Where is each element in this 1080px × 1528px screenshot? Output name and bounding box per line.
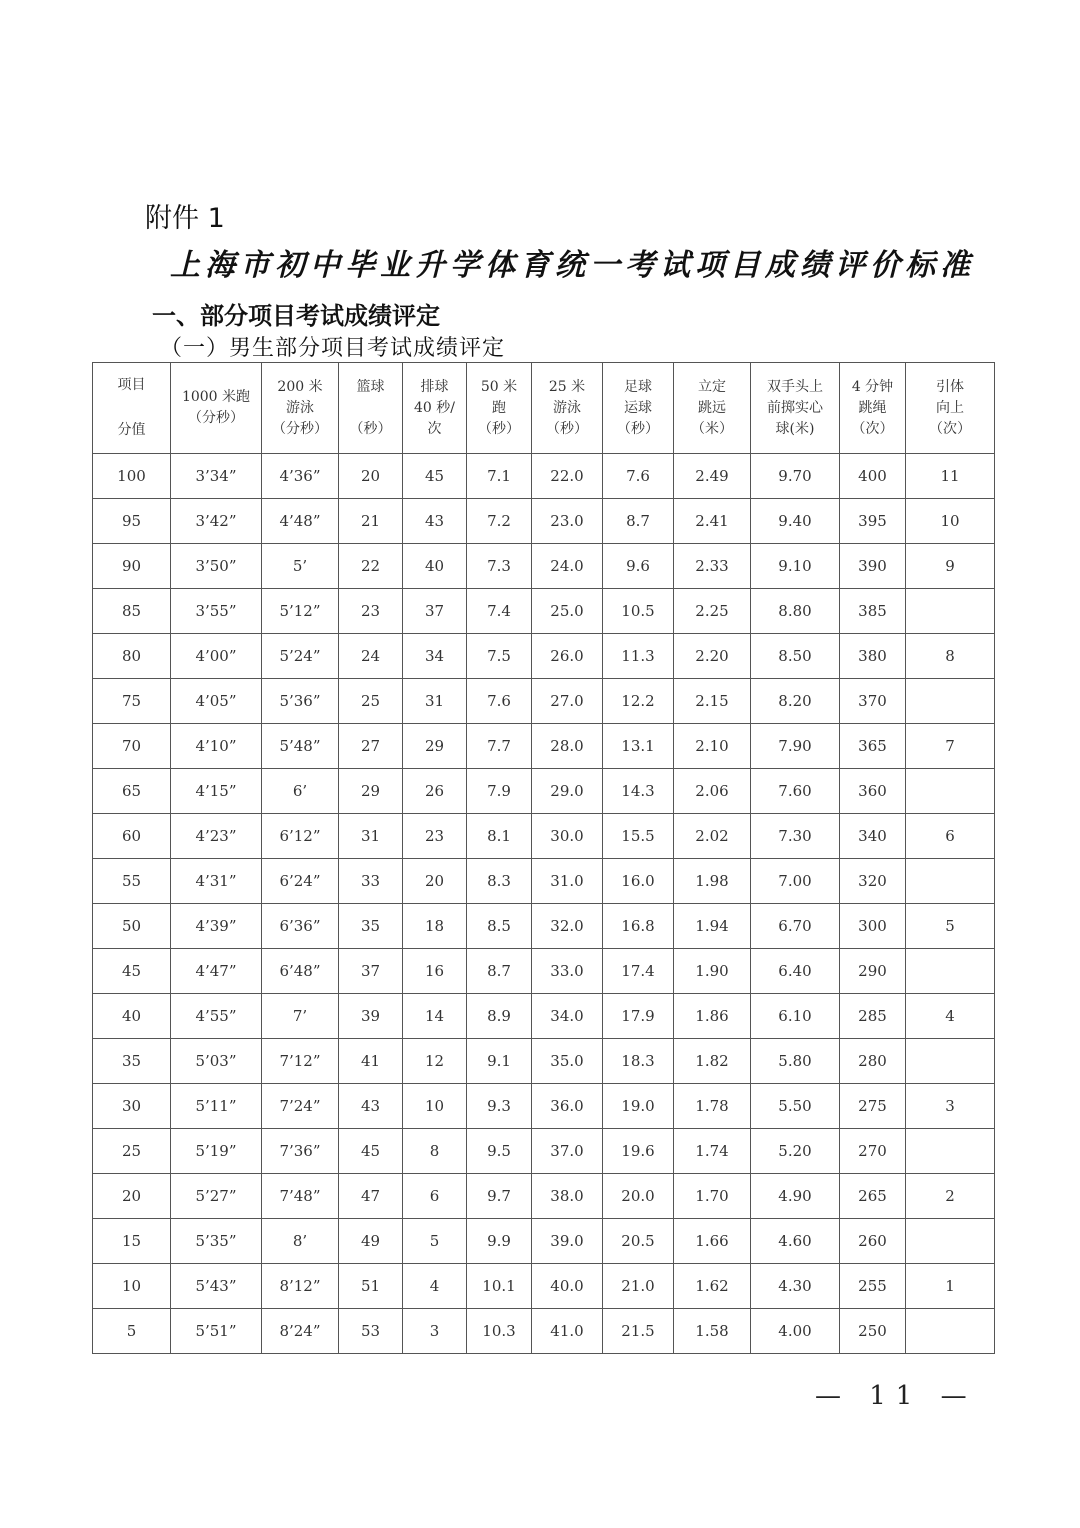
table-cell: 53 — [339, 1309, 403, 1354]
table-cell: 8.1 — [467, 814, 532, 859]
table-cell: 7.00 — [751, 859, 840, 904]
table-cell: 17.9 — [603, 994, 674, 1039]
table-cell: 8’24” — [262, 1309, 339, 1354]
table-cell: 7.5 — [467, 634, 532, 679]
table-cell: 18 — [403, 904, 467, 949]
table-cell: 9.1 — [467, 1039, 532, 1084]
table-cell: 29 — [339, 769, 403, 814]
table-cell: 2.20 — [674, 634, 751, 679]
page-number: — 11 — — [815, 1381, 977, 1411]
table-cell: 6 — [906, 814, 995, 859]
table-cell: 23.0 — [532, 499, 603, 544]
score-cell: 90 — [93, 544, 171, 589]
table-row — [93, 454, 995, 499]
table-cell: 15.5 — [603, 814, 674, 859]
table-cell: 26.0 — [532, 634, 603, 679]
table-cell: 16.8 — [603, 904, 674, 949]
table-cell: 8.5 — [467, 904, 532, 949]
table-cell: 34.0 — [532, 994, 603, 1039]
table-cell: 11.3 — [603, 634, 674, 679]
column-header: 足球 运球 （秒） — [603, 363, 674, 454]
table-cell: 9.5 — [467, 1129, 532, 1174]
table-cell: 19.6 — [603, 1129, 674, 1174]
table-cell: 23 — [403, 814, 467, 859]
column-header: 篮球 （秒） — [339, 363, 403, 454]
table-cell: 10 — [403, 1084, 467, 1129]
table-cell: 17.4 — [603, 949, 674, 994]
table-cell: 300 — [840, 904, 906, 949]
table-cell: 4’48” — [262, 499, 339, 544]
table-cell: 28.0 — [532, 724, 603, 769]
table-row — [93, 904, 995, 949]
table-cell: 6’24” — [262, 859, 339, 904]
table-cell: 5’36” — [262, 679, 339, 724]
table-cell: 21.5 — [603, 1309, 674, 1354]
table-cell: 3’42” — [171, 499, 262, 544]
table-cell: 20.0 — [603, 1174, 674, 1219]
table-cell: 25.0 — [532, 589, 603, 634]
document-title: 上海市初中毕业升学体育统一考试项目成绩评价标准 — [170, 248, 975, 283]
table-cell: 2 — [906, 1174, 995, 1219]
table-cell: 11 — [906, 454, 995, 499]
table-cell: 400 — [840, 454, 906, 499]
table-cell: 5’12” — [262, 589, 339, 634]
table-cell: 3 — [906, 1084, 995, 1129]
table-cell: 1.86 — [674, 994, 751, 1039]
table-cell: 1.90 — [674, 949, 751, 994]
table-cell: 1.98 — [674, 859, 751, 904]
table-cell: 9.3 — [467, 1084, 532, 1129]
table-cell: 7’24” — [262, 1084, 339, 1129]
table-cell: 40 — [403, 544, 467, 589]
table-cell: 2.06 — [674, 769, 751, 814]
table-cell: 5.20 — [751, 1129, 840, 1174]
table-cell: 32.0 — [532, 904, 603, 949]
table-cell: 4’31” — [171, 859, 262, 904]
table-cell: 10.1 — [467, 1264, 532, 1309]
column-header: 双手头上 前掷实心 球(米) — [751, 363, 840, 454]
table-cell: 6’48” — [262, 949, 339, 994]
table-cell: 270 — [840, 1129, 906, 1174]
table-cell: 41 — [339, 1039, 403, 1084]
table-cell: 6’ — [262, 769, 339, 814]
table-cell: 260 — [840, 1219, 906, 1264]
table-cell: 7.6 — [467, 679, 532, 724]
table-cell: 1.82 — [674, 1039, 751, 1084]
table-cell: 20.5 — [603, 1219, 674, 1264]
table-cell: 47 — [339, 1174, 403, 1219]
table-cell: 29 — [403, 724, 467, 769]
table-cell: 7.90 — [751, 724, 840, 769]
table-cell: 370 — [840, 679, 906, 724]
table-cell: 19.0 — [603, 1084, 674, 1129]
table-cell: 40.0 — [532, 1264, 603, 1309]
table-row — [93, 544, 995, 589]
table-cell: 31 — [403, 679, 467, 724]
table-cell: 8.7 — [467, 949, 532, 994]
table-cell: 37 — [339, 949, 403, 994]
subsection-heading: （一）男生部分项目考试成绩评定 — [160, 336, 506, 361]
table-row — [93, 949, 995, 994]
table-cell: 7.1 — [467, 454, 532, 499]
table-cell: 8’12” — [262, 1264, 339, 1309]
table-cell: 16 — [403, 949, 467, 994]
table-cell — [906, 1309, 995, 1354]
table-cell: 2.25 — [674, 589, 751, 634]
score-cell: 45 — [93, 949, 171, 994]
table-cell: 8.7 — [603, 499, 674, 544]
table-cell: 4 — [906, 994, 995, 1039]
score-cell: 20 — [93, 1174, 171, 1219]
grade-standard-table — [92, 362, 995, 1354]
table-cell: 4.00 — [751, 1309, 840, 1354]
table-cell: 39.0 — [532, 1219, 603, 1264]
table-cell: 21.0 — [603, 1264, 674, 1309]
table-cell: 25 — [339, 679, 403, 724]
table-cell — [906, 589, 995, 634]
score-cell: 50 — [93, 904, 171, 949]
table-cell: 22 — [339, 544, 403, 589]
table-cell: 24.0 — [532, 544, 603, 589]
table-cell — [906, 1039, 995, 1084]
table-cell: 5’51” — [171, 1309, 262, 1354]
score-cell: 30 — [93, 1084, 171, 1129]
table-cell: 7’ — [262, 994, 339, 1039]
table-cell: 7 — [906, 724, 995, 769]
table-cell: 12.2 — [603, 679, 674, 724]
column-header: 50 米 跑 （秒） — [467, 363, 532, 454]
table-body — [93, 454, 995, 1354]
score-cell: 65 — [93, 769, 171, 814]
table-cell: 14 — [403, 994, 467, 1039]
table-cell: 27 — [339, 724, 403, 769]
table-row — [93, 1039, 995, 1084]
table-cell: 6.10 — [751, 994, 840, 1039]
score-cell: 55 — [93, 859, 171, 904]
table-cell: 4’47” — [171, 949, 262, 994]
table-cell: 285 — [840, 994, 906, 1039]
table-cell: 33 — [339, 859, 403, 904]
column-header: 4 分钟 跳绳 （次） — [840, 363, 906, 454]
table-cell: 8.80 — [751, 589, 840, 634]
corner-header-top: 项目 — [117, 377, 146, 393]
table-cell: 34 — [403, 634, 467, 679]
table-cell: 1.66 — [674, 1219, 751, 1264]
table-cell: 5 — [403, 1219, 467, 1264]
table-cell: 35.0 — [532, 1039, 603, 1084]
table-cell: 7.7 — [467, 724, 532, 769]
table-cell: 9.10 — [751, 544, 840, 589]
table-cell: 4.30 — [751, 1264, 840, 1309]
score-cell: 60 — [93, 814, 171, 859]
table-row — [93, 499, 995, 544]
table-cell: 8.50 — [751, 634, 840, 679]
table-cell: 1.70 — [674, 1174, 751, 1219]
table-cell: 360 — [840, 769, 906, 814]
corner-header-cell — [93, 363, 171, 454]
table-cell: 7’36” — [262, 1129, 339, 1174]
table-cell: 45 — [339, 1129, 403, 1174]
table-cell: 39 — [339, 994, 403, 1039]
table-row — [93, 589, 995, 634]
table-cell: 1.74 — [674, 1129, 751, 1174]
corner-header-bottom: 分值 — [117, 422, 146, 438]
table-cell: 2.49 — [674, 454, 751, 499]
table-cell: 8.20 — [751, 679, 840, 724]
table-row — [93, 769, 995, 814]
table-cell: 14.3 — [603, 769, 674, 814]
column-header: 200 米 游泳 （分秒） — [262, 363, 339, 454]
table-cell: 10 — [906, 499, 995, 544]
table-cell: 27.0 — [532, 679, 603, 724]
table-cell: 390 — [840, 544, 906, 589]
table-row — [93, 679, 995, 724]
table-cell: 8 — [906, 634, 995, 679]
score-cell: 25 — [93, 1129, 171, 1174]
table-cell — [906, 949, 995, 994]
column-header: 立定 跳远 （米） — [674, 363, 751, 454]
table-cell: 2.33 — [674, 544, 751, 589]
table-cell: 340 — [840, 814, 906, 859]
score-cell: 15 — [93, 1219, 171, 1264]
table-cell: 4’39” — [171, 904, 262, 949]
table-cell: 37 — [403, 589, 467, 634]
score-cell: 95 — [93, 499, 171, 544]
table-cell: 23 — [339, 589, 403, 634]
table-cell: 7.9 — [467, 769, 532, 814]
table-cell: 13.1 — [603, 724, 674, 769]
table-cell: 5’24” — [262, 634, 339, 679]
table-cell: 7’12” — [262, 1039, 339, 1084]
table-cell: 36.0 — [532, 1084, 603, 1129]
table-cell: 6 — [403, 1174, 467, 1219]
table-cell: 4’23” — [171, 814, 262, 859]
table-cell: 255 — [840, 1264, 906, 1309]
table-cell: 7’48” — [262, 1174, 339, 1219]
table-cell: 1.78 — [674, 1084, 751, 1129]
table-cell: 5.80 — [751, 1039, 840, 1084]
table-cell: 5’48” — [262, 724, 339, 769]
table-row — [93, 859, 995, 904]
table-cell: 6’36” — [262, 904, 339, 949]
table-row — [93, 724, 995, 769]
table-cell: 8.3 — [467, 859, 532, 904]
table-cell: 280 — [840, 1039, 906, 1084]
table-cell: 21 — [339, 499, 403, 544]
table-cell: 3’50” — [171, 544, 262, 589]
table-cell: 275 — [840, 1084, 906, 1129]
table-cell: 20 — [339, 454, 403, 499]
table-cell: 5’35” — [171, 1219, 262, 1264]
table-cell: 4.60 — [751, 1219, 840, 1264]
table-cell: 51 — [339, 1264, 403, 1309]
table-cell: 395 — [840, 499, 906, 544]
table-row — [93, 1174, 995, 1219]
table-cell: 43 — [403, 499, 467, 544]
table-row — [93, 1309, 995, 1354]
table-cell: 45 — [403, 454, 467, 499]
table-row — [93, 634, 995, 679]
table-cell: 16.0 — [603, 859, 674, 904]
score-cell: 40 — [93, 994, 171, 1039]
score-cell: 85 — [93, 589, 171, 634]
table-cell: 2.15 — [674, 679, 751, 724]
table-cell: 3’34” — [171, 454, 262, 499]
table-cell: 250 — [840, 1309, 906, 1354]
table-cell: 9.9 — [467, 1219, 532, 1264]
table-cell: 7.2 — [467, 499, 532, 544]
table-cell: 5.50 — [751, 1084, 840, 1129]
table-cell: 2.02 — [674, 814, 751, 859]
section-heading: 一、部分项目考试成绩评定 — [152, 302, 440, 330]
score-cell: 100 — [93, 454, 171, 499]
table-cell: 37.0 — [532, 1129, 603, 1174]
table-cell: 1.94 — [674, 904, 751, 949]
table-cell: 10.3 — [467, 1309, 532, 1354]
table-cell: 7.3 — [467, 544, 532, 589]
table-cell: 30.0 — [532, 814, 603, 859]
table-cell: 6.70 — [751, 904, 840, 949]
column-header: 25 米 游泳 （秒） — [532, 363, 603, 454]
table-cell: 5’19” — [171, 1129, 262, 1174]
table-cell: 1 — [906, 1264, 995, 1309]
table-row — [93, 1219, 995, 1264]
table-cell: 7.4 — [467, 589, 532, 634]
table-cell: 5 — [906, 904, 995, 949]
table-cell: 20 — [403, 859, 467, 904]
table-cell: 3 — [403, 1309, 467, 1354]
table-cell: 5’03” — [171, 1039, 262, 1084]
column-header: 引体 向上 （次） — [906, 363, 995, 454]
score-cell: 35 — [93, 1039, 171, 1084]
score-cell: 70 — [93, 724, 171, 769]
table-cell: 26 — [403, 769, 467, 814]
table-cell: 9 — [906, 544, 995, 589]
table-cell: 7.30 — [751, 814, 840, 859]
score-cell: 80 — [93, 634, 171, 679]
table-cell: 4 — [403, 1264, 467, 1309]
table-cell — [906, 1219, 995, 1264]
table-cell: 12 — [403, 1039, 467, 1084]
score-cell: 10 — [93, 1264, 171, 1309]
table-cell: 9.70 — [751, 454, 840, 499]
table-cell: 5’43” — [171, 1264, 262, 1309]
table-cell: 38.0 — [532, 1174, 603, 1219]
table-cell: 1.58 — [674, 1309, 751, 1354]
annex-label: 附件 1 — [145, 203, 225, 234]
table-cell: 7.60 — [751, 769, 840, 814]
table-cell: 5’ — [262, 544, 339, 589]
table-cell: 9.6 — [603, 544, 674, 589]
table-cell: 24 — [339, 634, 403, 679]
table-cell: 4’36” — [262, 454, 339, 499]
table-cell — [906, 679, 995, 724]
table-cell: 18.3 — [603, 1039, 674, 1084]
table-cell: 31 — [339, 814, 403, 859]
table-cell: 5’27” — [171, 1174, 262, 1219]
table-cell — [906, 769, 995, 814]
table-cell: 31.0 — [532, 859, 603, 904]
table-cell: 2.10 — [674, 724, 751, 769]
table-cell: 22.0 — [532, 454, 603, 499]
table-cell: 4’55” — [171, 994, 262, 1039]
table-cell: 320 — [840, 859, 906, 904]
table-header-row — [93, 363, 995, 454]
table-cell: 385 — [840, 589, 906, 634]
table-cell: 9.40 — [751, 499, 840, 544]
table-cell: 4’15” — [171, 769, 262, 814]
table-row — [93, 1129, 995, 1174]
table-cell: 8’ — [262, 1219, 339, 1264]
table-cell: 4’10” — [171, 724, 262, 769]
table-cell: 4.90 — [751, 1174, 840, 1219]
table-cell: 35 — [339, 904, 403, 949]
table-cell: 365 — [840, 724, 906, 769]
table-row — [93, 814, 995, 859]
table-cell: 290 — [840, 949, 906, 994]
table-cell: 8.9 — [467, 994, 532, 1039]
table-cell: 3’55” — [171, 589, 262, 634]
table-cell: 29.0 — [532, 769, 603, 814]
table-cell: 6’12” — [262, 814, 339, 859]
table-cell: 9.7 — [467, 1174, 532, 1219]
table-row — [93, 994, 995, 1039]
table-cell: 8 — [403, 1129, 467, 1174]
table-cell: 41.0 — [532, 1309, 603, 1354]
score-cell: 75 — [93, 679, 171, 724]
table-cell: 4’05” — [171, 679, 262, 724]
column-header: 1000 米跑 （分秒） — [171, 363, 262, 454]
table-cell: 33.0 — [532, 949, 603, 994]
table-cell: 4’00” — [171, 634, 262, 679]
score-cell: 5 — [93, 1309, 171, 1354]
table-cell: 7.6 — [603, 454, 674, 499]
table-cell: 2.41 — [674, 499, 751, 544]
table-cell: 5’11” — [171, 1084, 262, 1129]
table-cell: 1.62 — [674, 1264, 751, 1309]
table-row — [93, 1084, 995, 1129]
table-cell: 6.40 — [751, 949, 840, 994]
table-cell: 43 — [339, 1084, 403, 1129]
table-cell — [906, 1129, 995, 1174]
table-cell: 49 — [339, 1219, 403, 1264]
table-cell — [906, 859, 995, 904]
column-header: 排球 40 秒/ 次 — [403, 363, 467, 454]
table-cell: 265 — [840, 1174, 906, 1219]
table-row — [93, 1264, 995, 1309]
table-cell: 10.5 — [603, 589, 674, 634]
table-cell: 380 — [840, 634, 906, 679]
